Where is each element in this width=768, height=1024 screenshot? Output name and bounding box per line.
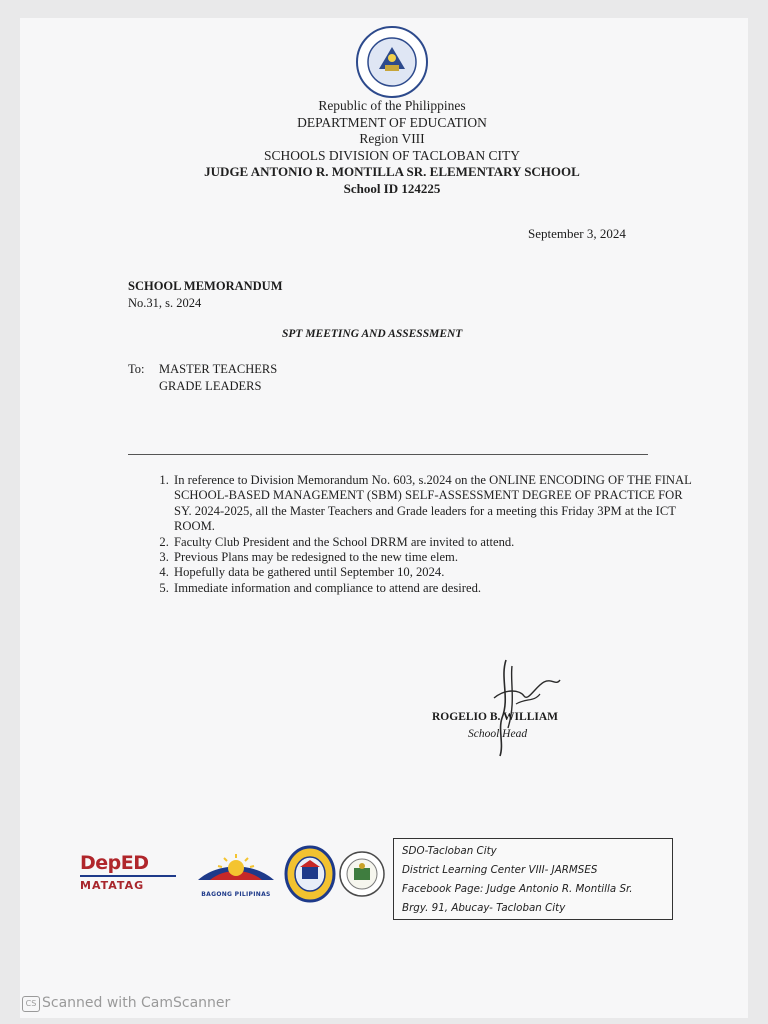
memo-subject: SPT MEETING AND ASSESSMENT [282,328,463,340]
handwritten-signature [486,658,566,758]
bagong-pilipinas-sun-icon [188,852,284,886]
signatory-position: School Head [468,728,528,740]
bagong-pilipinas-wordmark: BAGONG PILIPINAS [201,891,271,898]
memo-item: 5. Immediate information and compliance to attend are desired. [172,581,692,596]
contact-address: Brgy. 91, Abucay- Tacloban City [402,902,566,914]
matatag-wordmark: MATATAG [80,879,145,892]
memo-date: September 3, 2024 [528,226,626,241]
memo-title: SCHOOL MEMORANDUM [128,279,283,293]
school-seal-logo [284,845,336,903]
memo-item: 2. Faculty Club President and the School DRRM are invited to attend. [172,535,692,550]
memo-item: 4. Hopefully data be gathered until September 10, 2024. [172,565,692,580]
memo-items-list [132,473,692,596]
school-contact-box [393,838,673,920]
memo-item: 1. In reference to Division Memorandum No. 603, s.2024 on the ONLINE ENCODING OF THE FINAL SCHOOL-BASED MANAGEMENT (SBM) SELF-ASSESSMENT DEGREE OF PRACTICE FOR SY. 2024-2025, all the Master Teachers and Grade leaders for a meeting this Friday 3PM at the ICT ROOM. [172,473,692,535]
header-school-name: JUDGE ANTONIO R. MONTILLA SR. ELEMENTARY SCHOOL [204,164,580,179]
header-division: SCHOOLS DIVISION OF TACLOBAN CITY [264,147,520,163]
deped-underline [80,875,176,877]
recipient-grade-leaders: GRADE LEADERS [159,379,262,393]
deped-wordmark: DepED [80,852,149,874]
recipients-label: To: [128,362,145,376]
memo-item: 3. Previous Plans may be redesigned to the new time elem. [172,550,692,565]
camscanner-icon: CS [22,996,40,1012]
header-region: Region VIII [359,131,425,146]
recipient-master-teachers: MASTER TEACHERS [159,362,278,376]
header-department: DEPARTMENT OF EDUCATION [297,114,487,130]
bagong-pilipinas-logo [188,852,284,898]
contact-district: District Learning Center VIII- JARMSES [402,864,598,876]
district-seal-logo [338,850,386,898]
camscanner-text: Scanned with CamScanner [42,995,231,1011]
header-country: Republic of the Philippines [318,98,466,113]
deped-matatag-logo [80,852,176,892]
signatory-name: ROGELIO B. WILLIAM [432,711,558,723]
header-school-id: School ID 124225 [343,180,441,196]
divider-line [128,454,648,455]
memo-number: No.31, s. 2024 [128,296,202,310]
contact-sdo: SDO-Tacloban City [402,845,497,857]
camscanner-watermark [22,995,230,1012]
header [0,98,768,197]
contact-facebook: Facebook Page: Judge Antonio R. Montilla Sr. [402,883,633,895]
deped-seal-logo [355,25,429,99]
